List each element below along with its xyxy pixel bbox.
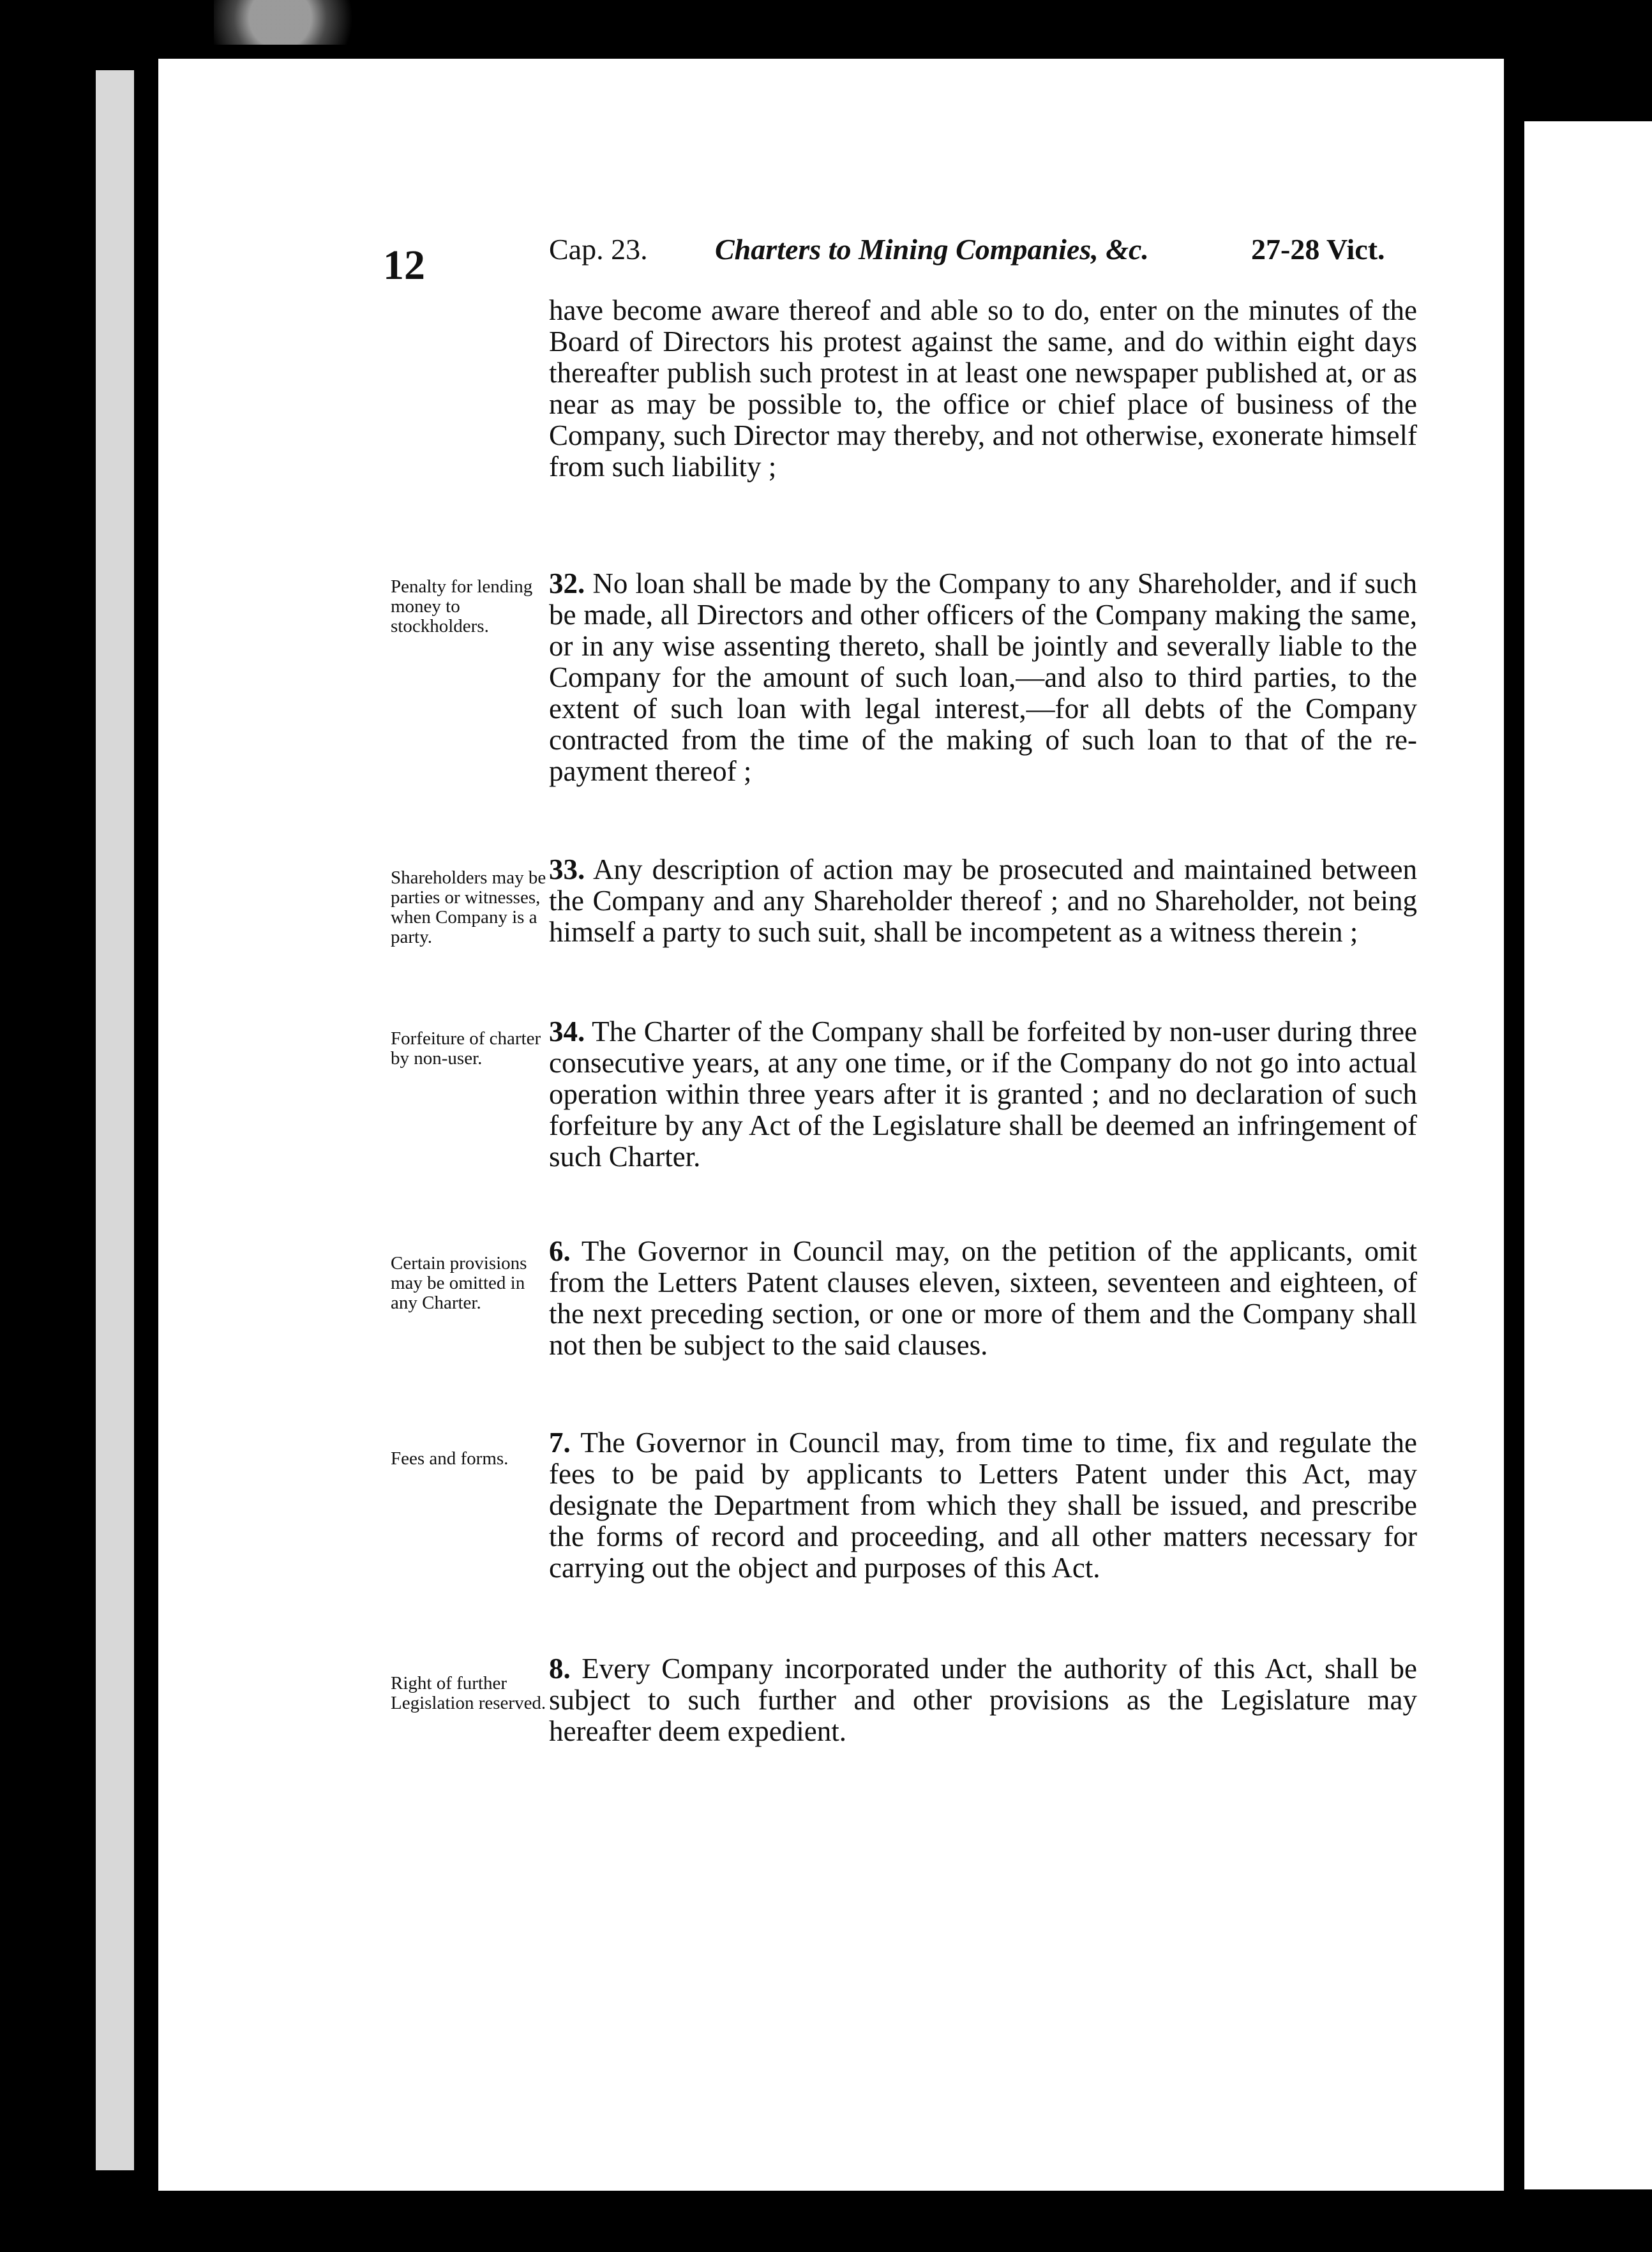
section-text: Any description of action may be prosecuted and maintained between the Company and any Shareholder thereof ; and no Shareholder, not being himself a party to such suit, shall be incompetent as a witness therein ;: [549, 853, 1417, 948]
chapter-label: Cap. 23.: [549, 233, 648, 266]
section-7: [549, 1427, 1417, 1584]
section-text: No loan shall be made by the Company to any Shareholder, and if such be made, all Directors and other officers of the Company making the same, or in any wise assenting thereto, shall be jointly and severally liable to the Company for the amount of such loan,—and also to third parties, to the extent of such loan with legal interest,—for all debts of the Company contracted from the time of the making of such loan to that of the re-payment thereof ;: [549, 567, 1418, 787]
adjacent-page-edge: [1524, 121, 1652, 2189]
section-text: The Governor in Council may, from time to time, fix and regulate the fees to be paid by applicants to Letters Patent under this Act, may designate the Department from which they shall be issued, and prescribe the forms of record and proceeding, and all other matters necessary for carrying out the object and purposes of this Act.: [549, 1427, 1418, 1584]
page-number: 12: [383, 242, 425, 289]
right-corner-shadow: [1524, 70, 1549, 121]
section-text: The Charter of the Company shall be forfeited by non-user during three consecutive years, at any one time, or if the Company do not go into actual operation within three years after it is granted ; and no declaration of such forfeiture by any Act of the Legislature shall be deemed an infringement of such Charter.: [549, 1016, 1417, 1173]
left-edge-strip: [96, 70, 134, 2170]
section-text: The Governor in Council may, on the petition of the applicants, omit from the Letters Patent clauses eleven, sixteen, seventeen and eighteen, of the next preceding section, or one or more of them and the Company shall not then be subject to the said clauses.: [549, 1235, 1417, 1361]
section-number: 33.: [549, 853, 585, 885]
section-number: 8.: [549, 1653, 571, 1685]
section-34: [549, 1016, 1417, 1173]
section-6: [549, 1236, 1417, 1361]
section-32: [549, 568, 1417, 787]
marginal-note: Shareholders may be parties or witnesses, when Company is a party.: [391, 867, 546, 947]
section-number: 32.: [549, 567, 585, 599]
regnal-year: 27-28 Vict.: [1251, 233, 1385, 266]
marginal-note: Forfeiture of charter by non-user.: [391, 1028, 541, 1069]
section-number: 34.: [549, 1016, 585, 1047]
running-title: Charters to Mining Companies, &c.: [715, 233, 1149, 266]
section-number: 6.: [549, 1235, 571, 1267]
left-binding-shadow: [135, 70, 157, 2170]
marginal-note: Right of further Legislation reserved.: [391, 1673, 546, 1713]
marginal-note: Penalty for lending money to stockholders.: [391, 576, 533, 636]
marginal-note: Certain provisions may be omitted in any Charter.: [391, 1253, 527, 1313]
continuation-paragraph: have become aware thereof and able so to do, enter on the minutes of the Board of Directors his protest against the same, and do within eight days thereafter publish such protest in at least one newspaper published at, or as near as may be possible to, the office or chief place of business of the Company, such Director may thereby, and not otherwise, exonerate himself from such liability ;: [549, 294, 1417, 483]
torn-paper-fragment: [214, 0, 380, 45]
marginal-note: Fees and forms.: [391, 1448, 509, 1469]
right-binding-shadow: [1504, 70, 1524, 2196]
section-text: Every Company incorporated under the authority of this Act, shall be subject to such further and other provisions as the Legislature may hereafter deem expedient.: [549, 1653, 1418, 1747]
section-8: [549, 1653, 1417, 1747]
section-number: 7.: [549, 1427, 571, 1459]
section-33: [549, 854, 1417, 948]
